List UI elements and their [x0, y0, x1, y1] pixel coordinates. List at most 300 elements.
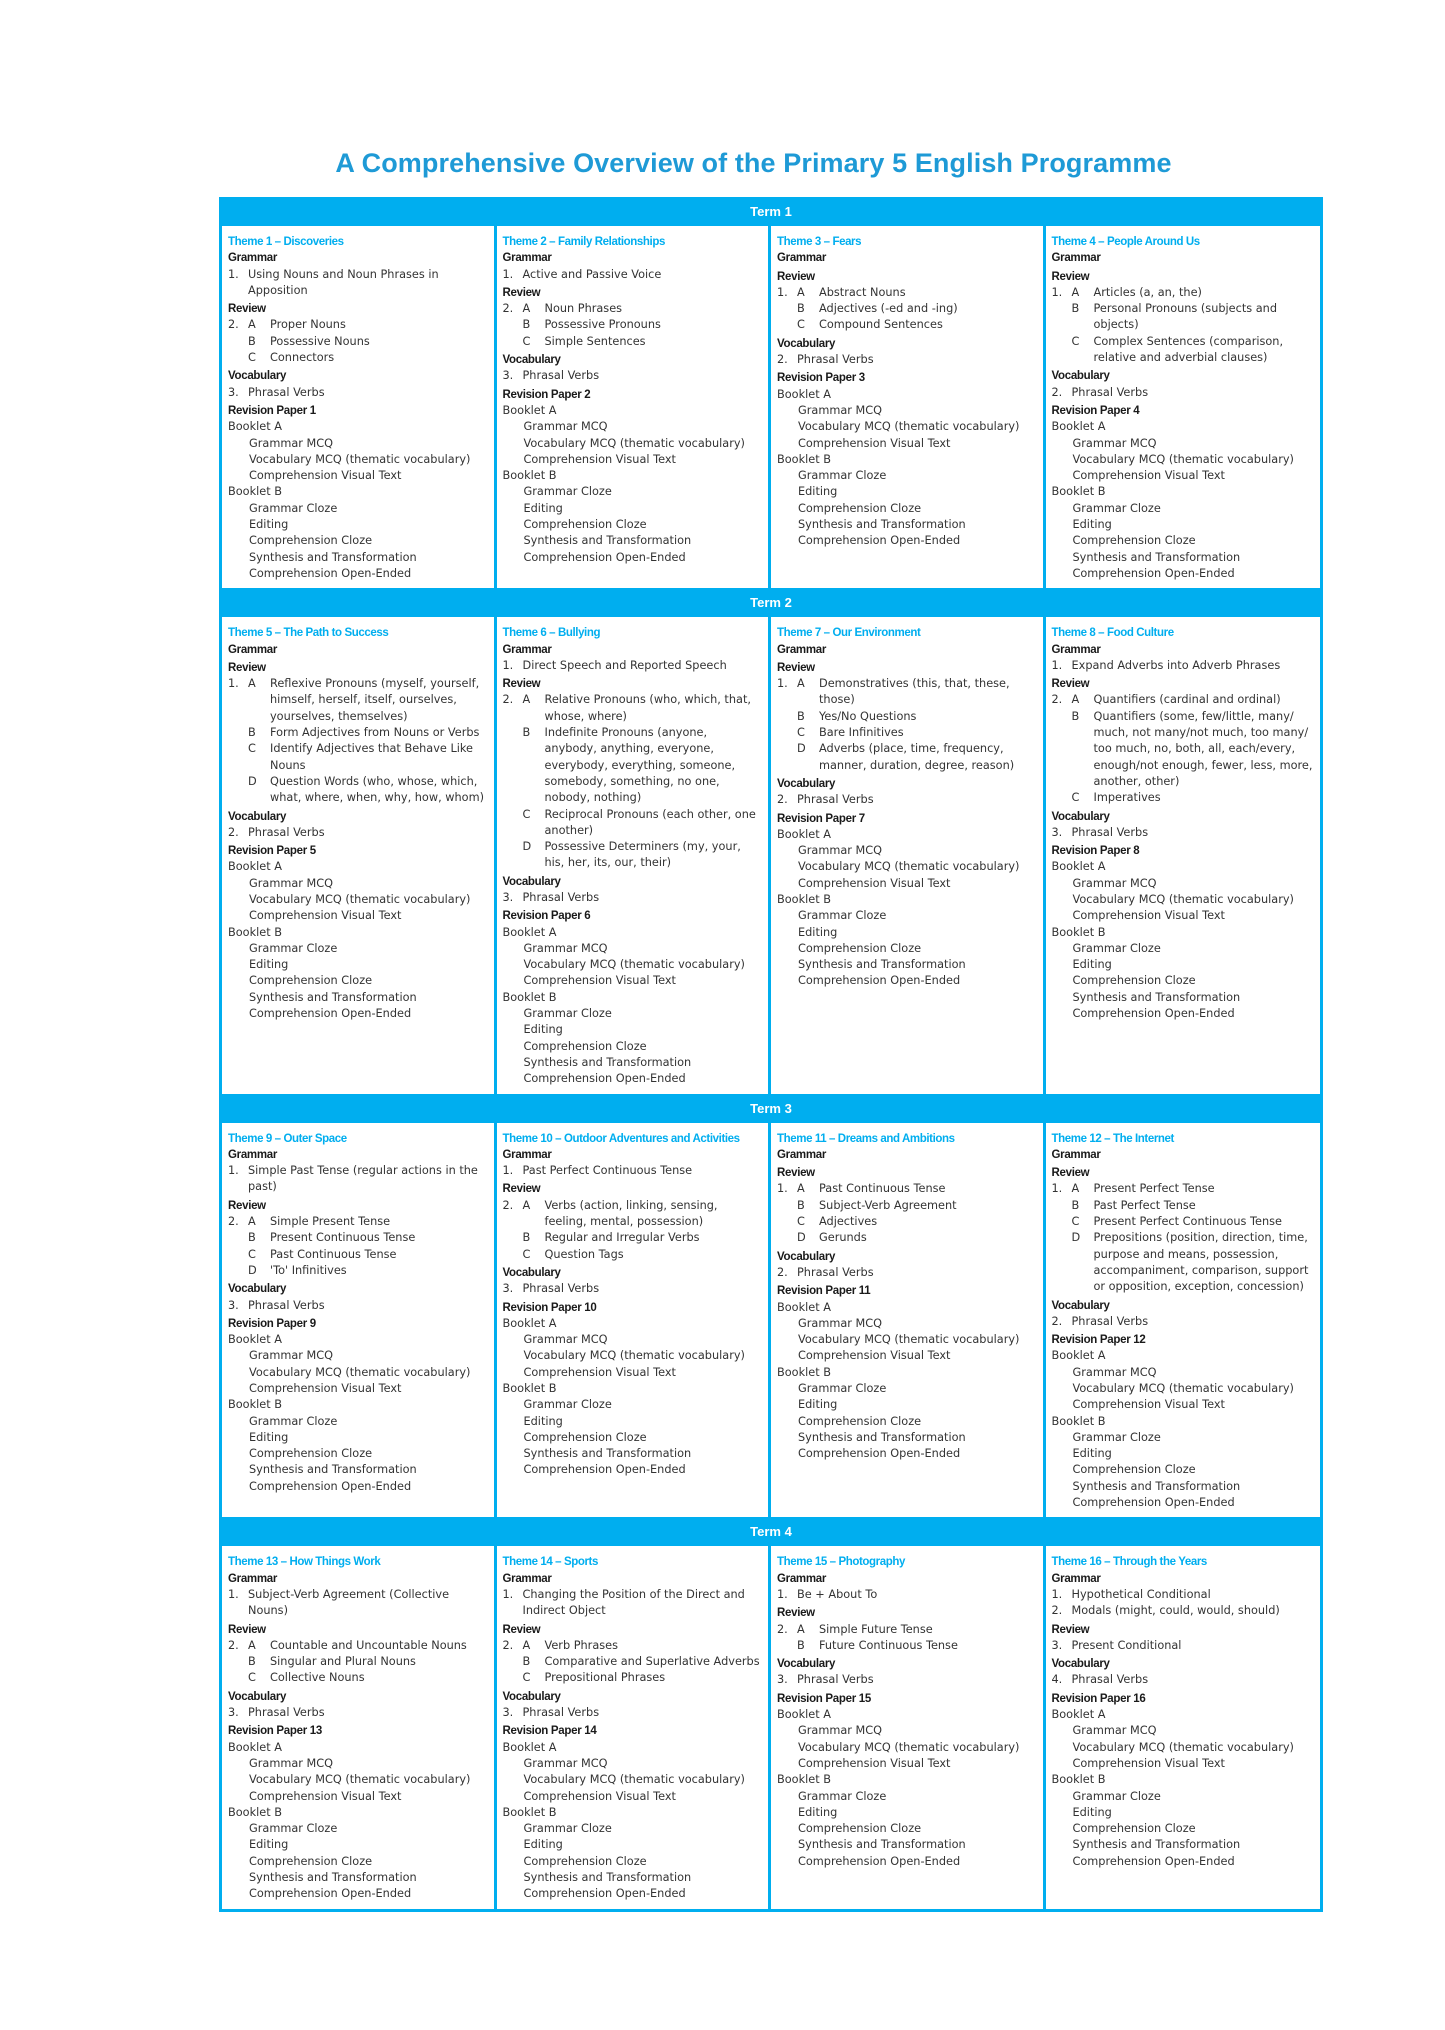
- booklet-label: Booklet B: [777, 892, 831, 906]
- item-number: 2.: [777, 793, 788, 807]
- revision-paper-heading: Revision Paper 3: [777, 372, 865, 385]
- booklet-item: Comprehension Open-Ended: [249, 566, 412, 580]
- topic-item: [228, 1705, 488, 1721]
- booklet-item: Editing: [798, 485, 838, 499]
- item-text: Yes/No Questions: [819, 709, 917, 723]
- item-letter: A: [1071, 693, 1080, 707]
- booklet-label: Booklet A: [777, 827, 831, 841]
- topic-item: [1052, 1181, 1315, 1197]
- booklet-item: Comprehension Cloze: [523, 518, 647, 532]
- booklet-item: Grammar MCQ: [523, 1756, 608, 1770]
- booklet-label: Booklet A: [502, 1740, 557, 1754]
- section-heading: Vocabulary: [502, 1266, 561, 1279]
- item-text: Verbs (action, linking, sensing, feeling, mental, possession): [544, 1198, 718, 1229]
- topic-item: [777, 1230, 1037, 1246]
- item-number: 3.: [1051, 825, 1063, 839]
- revision-paper-heading: Revision Paper 15: [777, 1692, 871, 1705]
- theme-title: Theme 5 – The Path to Success: [228, 627, 389, 640]
- booklet-item: Editing: [1072, 1447, 1112, 1461]
- item-text: Possessive Determiners (my, your, his, her, its, our, their): [544, 840, 741, 870]
- booklet-label: Booklet A: [228, 1333, 282, 1347]
- item-number: 2.: [502, 302, 514, 316]
- item-letter: C: [248, 1247, 256, 1261]
- topic-item: [777, 1198, 1037, 1214]
- topic-item: [777, 1181, 1037, 1197]
- item-number: 1.: [777, 1182, 788, 1196]
- theme-cell: [1046, 226, 1321, 588]
- booklet-item: Comprehension Cloze: [523, 1854, 647, 1868]
- item-text: Identify Adjectives that Behave Like Nouns: [270, 742, 473, 772]
- booklet-item: Synthesis and Transformation: [523, 1447, 692, 1461]
- item-letter: C: [248, 742, 256, 756]
- item-text: Noun Phrases: [544, 302, 623, 316]
- booklet-item: Synthesis and Transformation: [523, 1871, 692, 1885]
- item-letter: B: [1071, 302, 1080, 316]
- item-letter: A: [248, 1638, 256, 1652]
- booklet-item: Vocabulary MCQ (thematic vocabulary): [249, 1365, 471, 1379]
- topic-item: [503, 1670, 763, 1686]
- topic-item: [503, 1247, 763, 1263]
- topic-item: [228, 825, 488, 841]
- revision-paper-heading: Revision Paper 14: [502, 1725, 597, 1738]
- item-letter: A: [1071, 285, 1080, 299]
- theme-cell: [497, 1546, 772, 1908]
- item-text: Phrasal Verbs: [522, 890, 600, 904]
- topic-item: [503, 692, 763, 725]
- item-text: Phrasal Verbs: [248, 385, 325, 399]
- booklet-label: Booklet B: [228, 1805, 282, 1819]
- term-row: [222, 1546, 1320, 1908]
- section-heading: Review: [777, 1167, 815, 1180]
- item-letter: A: [797, 1622, 805, 1636]
- item-letter: A: [797, 1182, 805, 1196]
- section-heading: Review: [228, 1199, 266, 1212]
- item-number: 1.: [777, 677, 788, 691]
- booklet-item: Vocabulary MCQ (thematic vocabulary): [249, 452, 471, 466]
- section-heading: Grammar: [228, 1148, 278, 1161]
- theme-cell: [222, 617, 497, 1093]
- booklet-item: Grammar MCQ: [249, 1349, 334, 1363]
- topic-item: [1052, 385, 1315, 401]
- section-heading: Review: [228, 661, 266, 674]
- theme-title: Theme 4 – People Around Us: [1051, 236, 1200, 248]
- topic-item: [228, 774, 488, 807]
- topic-item: [503, 317, 763, 333]
- item-text: Phrasal Verbs: [522, 1282, 600, 1296]
- booklet-item: Editing: [1072, 1805, 1112, 1819]
- section-heading: Review: [502, 1183, 541, 1196]
- booklet-item: Comprehension Cloze: [249, 974, 373, 988]
- topic-item: [777, 676, 1037, 709]
- item-number: 1.: [502, 1587, 514, 1601]
- item-number: 2.: [228, 1215, 239, 1229]
- item-number: 2.: [1051, 1314, 1063, 1328]
- topic-item: [503, 301, 763, 317]
- booklet-label: Booklet B: [777, 452, 831, 466]
- topic-item: [228, 1163, 488, 1196]
- booklet-item: Synthesis and Transformation: [1072, 550, 1241, 564]
- booklet-item: Synthesis and Transformation: [798, 1430, 966, 1444]
- page-title: A Comprehensive Overview of the Primary 5 English Programme: [335, 148, 1172, 178]
- booklet-item: Comprehension Open-Ended: [798, 1447, 961, 1461]
- booklet-item: Editing: [249, 1838, 289, 1852]
- topic-item: [1052, 301, 1315, 334]
- item-letter: B: [522, 1655, 531, 1669]
- booklet-item: Editing: [798, 1805, 838, 1819]
- topic-item: [228, 1670, 488, 1686]
- theme-cell: [771, 1546, 1046, 1908]
- booklet-item: Comprehension Visual Text: [798, 876, 951, 890]
- section-heading: Review: [228, 303, 266, 316]
- topic-item: [1052, 1587, 1315, 1603]
- booklet-item: Grammar Cloze: [523, 1398, 612, 1412]
- item-text: Possessive Nouns: [270, 334, 370, 348]
- item-letter: B: [522, 726, 531, 740]
- item-text: Complex Sentences (comparison, relative and adverbial clauses): [1093, 334, 1284, 365]
- section-heading: Grammar: [1051, 643, 1101, 656]
- booklet-item: Vocabulary MCQ (thematic vocabulary): [523, 436, 745, 450]
- item-number: 2.: [777, 353, 788, 367]
- item-text: Phrasal Verbs: [522, 1706, 600, 1720]
- booklet-label: Booklet A: [1051, 1708, 1106, 1722]
- topic-item: [503, 1163, 763, 1179]
- programme-overview-table: [219, 197, 1323, 1912]
- booklet-item: Synthesis and Transformation: [1072, 990, 1241, 1004]
- item-text: Present Perfect Continuous Tense: [1093, 1215, 1282, 1229]
- item-letter: B: [797, 1638, 805, 1652]
- booklet-item: Grammar Cloze: [1072, 501, 1161, 515]
- revision-paper-heading: Revision Paper 1: [228, 404, 316, 417]
- theme-title: Theme 15 – Photography: [777, 1556, 905, 1569]
- item-text: Past Perfect Continuous Tense: [522, 1164, 693, 1178]
- booklet-item: Comprehension Visual Text: [249, 469, 402, 483]
- topic-item: [1052, 1672, 1315, 1688]
- term-header: Term 4: [222, 1517, 1320, 1546]
- booklet-item: Synthesis and Transformation: [249, 1463, 417, 1477]
- item-text: Phrasal Verbs: [797, 793, 874, 807]
- booklet-item: Comprehension Visual Text: [249, 909, 402, 923]
- item-number: 1.: [228, 1587, 239, 1601]
- section-heading: Vocabulary: [228, 810, 287, 823]
- section-heading: Review: [1051, 678, 1090, 691]
- booklet-item: Grammar Cloze: [798, 469, 887, 483]
- item-text: Phrasal Verbs: [1071, 1673, 1149, 1687]
- booklet-label: Booklet B: [502, 1382, 557, 1395]
- topic-item: [777, 301, 1037, 317]
- booklet-item: Comprehension Visual Text: [249, 1382, 402, 1395]
- booklet-item: Comprehension Cloze: [249, 534, 373, 548]
- booklet-item: Comprehension Open-Ended: [523, 1072, 686, 1086]
- item-letter: B: [522, 1231, 531, 1245]
- theme-title: Theme 6 – Bullying: [502, 627, 601, 640]
- booklet-item: Comprehension Open-Ended: [1072, 1007, 1235, 1021]
- booklet-label: Booklet A: [502, 925, 557, 939]
- item-text: Subject-Verb Agreement: [819, 1198, 957, 1212]
- booklet-item: Grammar MCQ: [249, 436, 334, 450]
- item-number: 3.: [502, 1282, 514, 1296]
- theme-title: Theme 9 – Outer Space: [228, 1132, 347, 1145]
- theme-cell: [497, 226, 772, 588]
- booklet-item: Comprehension Visual Text: [798, 436, 951, 450]
- section-heading: Review: [228, 1623, 266, 1636]
- theme-cell: [222, 226, 497, 588]
- item-text: Phrasal Verbs: [522, 369, 600, 383]
- booklet-item: Comprehension Open-Ended: [798, 534, 961, 548]
- item-letter: B: [248, 334, 256, 348]
- booklet-item: Grammar Cloze: [798, 909, 887, 923]
- booklet-item: Comprehension Visual Text: [1072, 1756, 1225, 1770]
- item-text: Subject-Verb Agreement (Collective Nouns): [248, 1587, 450, 1618]
- item-text: Personal Pronouns (subjects and objects): [1093, 302, 1277, 332]
- topic-item: [228, 1587, 488, 1620]
- booklet-item: Grammar MCQ: [1072, 436, 1157, 450]
- booklet-item: Vocabulary MCQ (thematic vocabulary): [798, 1333, 1020, 1347]
- item-number: 1.: [502, 658, 514, 672]
- booklet-item: Vocabulary MCQ (thematic vocabulary): [249, 1773, 471, 1787]
- theme-cell: [1046, 1123, 1321, 1518]
- item-letter: B: [522, 318, 531, 332]
- booklet-item: Grammar MCQ: [798, 1316, 883, 1330]
- booklet-item: Editing: [523, 1023, 563, 1037]
- item-text: Abstract Nouns: [819, 285, 906, 299]
- booklet-item: Grammar Cloze: [523, 485, 612, 499]
- theme-title: Theme 3 – Fears: [777, 236, 862, 248]
- item-letter: A: [1071, 1182, 1080, 1196]
- booklet-item: Vocabulary MCQ (thematic vocabulary): [1072, 452, 1294, 466]
- booklet-item: Vocabulary MCQ (thematic vocabulary): [798, 1740, 1020, 1754]
- booklet-item: Editing: [1072, 958, 1112, 972]
- booklet-label: Booklet B: [502, 1805, 557, 1819]
- topic-item: [777, 725, 1037, 741]
- item-number: 1.: [1051, 1182, 1063, 1196]
- booklet-item: Comprehension Cloze: [798, 1822, 922, 1836]
- item-number: 2.: [502, 1638, 514, 1652]
- section-heading: Vocabulary: [1051, 1658, 1110, 1671]
- item-text: Prepositions (position, direction, time, purpose and means, possession, accompaniment, comparison, support or opposition, exception, concession): [1093, 1231, 1309, 1294]
- booklet-label: Booklet A: [777, 387, 831, 401]
- item-letter: A: [522, 1638, 531, 1652]
- booklet-item: Synthesis and Transformation: [523, 1055, 692, 1069]
- topic-item: [503, 807, 763, 840]
- revision-paper-heading: Revision Paper 16: [1051, 1692, 1146, 1705]
- item-text: Reflexive Pronouns (myself, yourself, himself, herself, itself, ourselves, yourselves, themselves): [270, 677, 480, 723]
- item-text: Possessive Pronouns: [544, 318, 661, 332]
- item-letter: C: [1071, 791, 1080, 805]
- term-header: Term 2: [222, 588, 1320, 617]
- booklet-item: Grammar Cloze: [249, 501, 338, 515]
- item-letter: D: [248, 1263, 257, 1277]
- booklet-item: Comprehension Visual Text: [523, 1365, 676, 1379]
- booklet-label: Booklet B: [228, 925, 282, 939]
- booklet-item: Editing: [249, 958, 289, 972]
- topic-item: [777, 1587, 1037, 1603]
- item-letter: C: [1071, 334, 1080, 348]
- term-row: [222, 226, 1320, 588]
- booklet-item: Comprehension Visual Text: [798, 1756, 951, 1770]
- booklet-item: Vocabulary MCQ (thematic vocabulary): [798, 420, 1020, 434]
- booklet-item: Grammar MCQ: [1072, 876, 1157, 890]
- booklet-label: Booklet B: [502, 469, 557, 483]
- booklet-item: Comprehension Open-Ended: [1072, 1496, 1235, 1510]
- item-text: Countable and Uncountable Nouns: [270, 1638, 467, 1652]
- theme-cell: [222, 1123, 497, 1518]
- booklet-label: Booklet A: [228, 860, 282, 874]
- revision-paper-heading: Revision Paper 2: [502, 388, 591, 401]
- section-heading: Vocabulary: [502, 875, 561, 888]
- item-text: Indefinite Pronouns (anyone, anybody, anything, everyone, everybody, everything, someone, somebody, something, no one, nobody, nothing): [544, 726, 736, 805]
- item-text: Phrasal Verbs: [248, 825, 325, 839]
- booklet-item: Grammar MCQ: [798, 403, 883, 417]
- booklet-item: Comprehension Open-Ended: [523, 550, 686, 564]
- section-heading: Vocabulary: [1051, 370, 1110, 383]
- topic-item: [228, 1214, 488, 1230]
- topic-item: [777, 1265, 1037, 1281]
- item-number: 2.: [228, 1638, 239, 1652]
- booklet-item: Grammar Cloze: [249, 1822, 338, 1836]
- booklet-item: Vocabulary MCQ (thematic vocabulary): [523, 1773, 745, 1787]
- section-heading: Vocabulary: [502, 354, 561, 367]
- item-number: 2.: [777, 1622, 788, 1636]
- item-letter: B: [797, 709, 805, 723]
- item-letter: D: [248, 774, 257, 788]
- item-text: Phrasal Verbs: [797, 1673, 874, 1687]
- section-heading: Vocabulary: [777, 1658, 836, 1671]
- section-heading: Review: [502, 286, 541, 299]
- item-letter: B: [248, 726, 256, 740]
- topic-item: [503, 1198, 763, 1231]
- theme-cell: [497, 1123, 772, 1518]
- item-number: 3.: [777, 1673, 788, 1687]
- booklet-label: Booklet A: [228, 1740, 282, 1754]
- item-text: Phrasal Verbs: [797, 1265, 874, 1279]
- item-number: 1.: [1051, 1587, 1063, 1601]
- item-text: Prepositional Phrases: [544, 1671, 666, 1685]
- booklet-item: Vocabulary MCQ (thematic vocabulary): [798, 860, 1020, 874]
- section-heading: Review: [777, 1607, 815, 1620]
- topic-item: [228, 676, 488, 725]
- item-text: Compound Sentences: [819, 318, 943, 332]
- booklet-item: Vocabulary MCQ (thematic vocabulary): [1072, 892, 1294, 906]
- booklet-item: Synthesis and Transformation: [798, 958, 966, 972]
- booklet-label: Booklet B: [1051, 485, 1106, 499]
- topic-item: [503, 890, 763, 906]
- item-letter: C: [1071, 1215, 1080, 1229]
- booklet-label: Booklet B: [1051, 925, 1106, 939]
- section-heading: Review: [1051, 1623, 1090, 1636]
- booklet-item: Comprehension Visual Text: [1072, 909, 1225, 923]
- section-heading: Grammar: [502, 252, 552, 265]
- booklet-item: Vocabulary MCQ (thematic vocabulary): [1072, 1740, 1294, 1754]
- theme-title: Theme 12 – The Internet: [1051, 1132, 1174, 1145]
- item-text: Demonstratives (this, that, these, those): [819, 677, 1010, 707]
- revision-paper-heading: Revision Paper 11: [777, 1285, 871, 1298]
- booklet-item: Comprehension Visual Text: [523, 974, 676, 988]
- item-letter: C: [797, 1215, 805, 1229]
- booklet-item: Comprehension Open-Ended: [1072, 1854, 1235, 1868]
- item-text: Hypothetical Conditional: [1071, 1587, 1211, 1601]
- item-text: Past Continuous Tense: [270, 1247, 397, 1261]
- booklet-item: Comprehension Cloze: [249, 1447, 373, 1461]
- term-row: [222, 1123, 1320, 1518]
- section-heading: Vocabulary: [1051, 810, 1110, 823]
- booklet-item: Comprehension Visual Text: [523, 1789, 676, 1803]
- theme-cell: [1046, 1546, 1321, 1908]
- topic-item: [777, 709, 1037, 725]
- item-text: Changing the Position of the Direct and Indirect Object: [522, 1587, 745, 1618]
- topic-item: [503, 1230, 763, 1246]
- topic-item: [228, 1247, 488, 1263]
- booklet-item: Synthesis and Transformation: [249, 550, 417, 564]
- section-heading: Grammar: [1051, 252, 1101, 265]
- section-heading: Review: [1051, 270, 1090, 283]
- item-text: Present Continuous Tense: [270, 1231, 416, 1245]
- section-heading: Vocabulary: [502, 1690, 561, 1703]
- item-text: Bare Infinitives: [819, 726, 904, 740]
- booklet-item: Comprehension Open-Ended: [249, 1887, 412, 1901]
- booklet-item: Grammar Cloze: [523, 1822, 612, 1836]
- item-text: Adverbs (place, time, frequency, manner, duration, degree, reason): [819, 742, 1015, 772]
- theme-cell: [497, 617, 772, 1093]
- topic-item: [228, 1298, 488, 1314]
- booklet-item: Comprehension Cloze: [1072, 1463, 1196, 1477]
- revision-paper-heading: Revision Paper 9: [228, 1317, 316, 1330]
- booklet-item: Grammar MCQ: [798, 1724, 883, 1738]
- item-letter: C: [522, 334, 531, 348]
- theme-title: Theme 16 – Through the Years: [1051, 1556, 1207, 1569]
- item-text: Reciprocal Pronouns (each other, one another): [544, 807, 756, 837]
- section-heading: Grammar: [777, 1572, 827, 1585]
- booklet-item: Editing: [523, 1414, 563, 1428]
- booklet-label: Booklet A: [502, 1316, 557, 1330]
- booklet-item: Comprehension Cloze: [523, 1430, 647, 1444]
- item-text: Present Perfect Tense: [1093, 1182, 1215, 1196]
- item-letter: C: [797, 318, 805, 332]
- item-text: Question Words (who, whose, which, what, where, when, why, how, whom): [270, 774, 484, 805]
- item-text: Verb Phrases: [544, 1638, 618, 1652]
- theme-title: Theme 11 – Dreams and Ambitions: [777, 1132, 955, 1145]
- section-heading: Vocabulary: [1051, 1299, 1110, 1312]
- item-letter: A: [797, 677, 805, 691]
- topic-item: [503, 658, 763, 674]
- section-heading: Grammar: [228, 643, 278, 656]
- booklet-label: Booklet A: [228, 420, 282, 434]
- item-number: 4.: [1051, 1673, 1063, 1687]
- item-letter: C: [522, 1247, 531, 1261]
- item-text: Simple Sentences: [544, 334, 646, 348]
- topic-item: [1052, 334, 1315, 367]
- item-number: 2.: [228, 825, 239, 839]
- booklet-item: Grammar Cloze: [1072, 1789, 1161, 1803]
- item-letter: C: [522, 1671, 531, 1685]
- section-heading: Review: [502, 678, 541, 691]
- revision-paper-heading: Revision Paper 13: [228, 1725, 322, 1738]
- theme-title: Theme 13 – How Things Work: [228, 1556, 381, 1569]
- booklet-label: Booklet B: [502, 990, 557, 1004]
- booklet-label: Booklet A: [1051, 860, 1106, 874]
- booklet-item: Synthesis and Transformation: [249, 1871, 417, 1885]
- theme-title: Theme 1 – Discoveries: [228, 236, 344, 248]
- item-text: Imperatives: [1093, 791, 1161, 805]
- topic-item: [777, 1622, 1037, 1638]
- item-number: 1.: [1051, 285, 1063, 299]
- item-text: Comparative and Superlative Adverbs: [544, 1655, 760, 1669]
- booklet-item: Synthesis and Transformation: [523, 534, 692, 548]
- section-heading: Vocabulary: [228, 370, 287, 383]
- item-text: Collective Nouns: [270, 1671, 365, 1685]
- topic-item: [1052, 1314, 1315, 1330]
- topic-item: [503, 368, 763, 384]
- item-number: 1.: [228, 267, 239, 281]
